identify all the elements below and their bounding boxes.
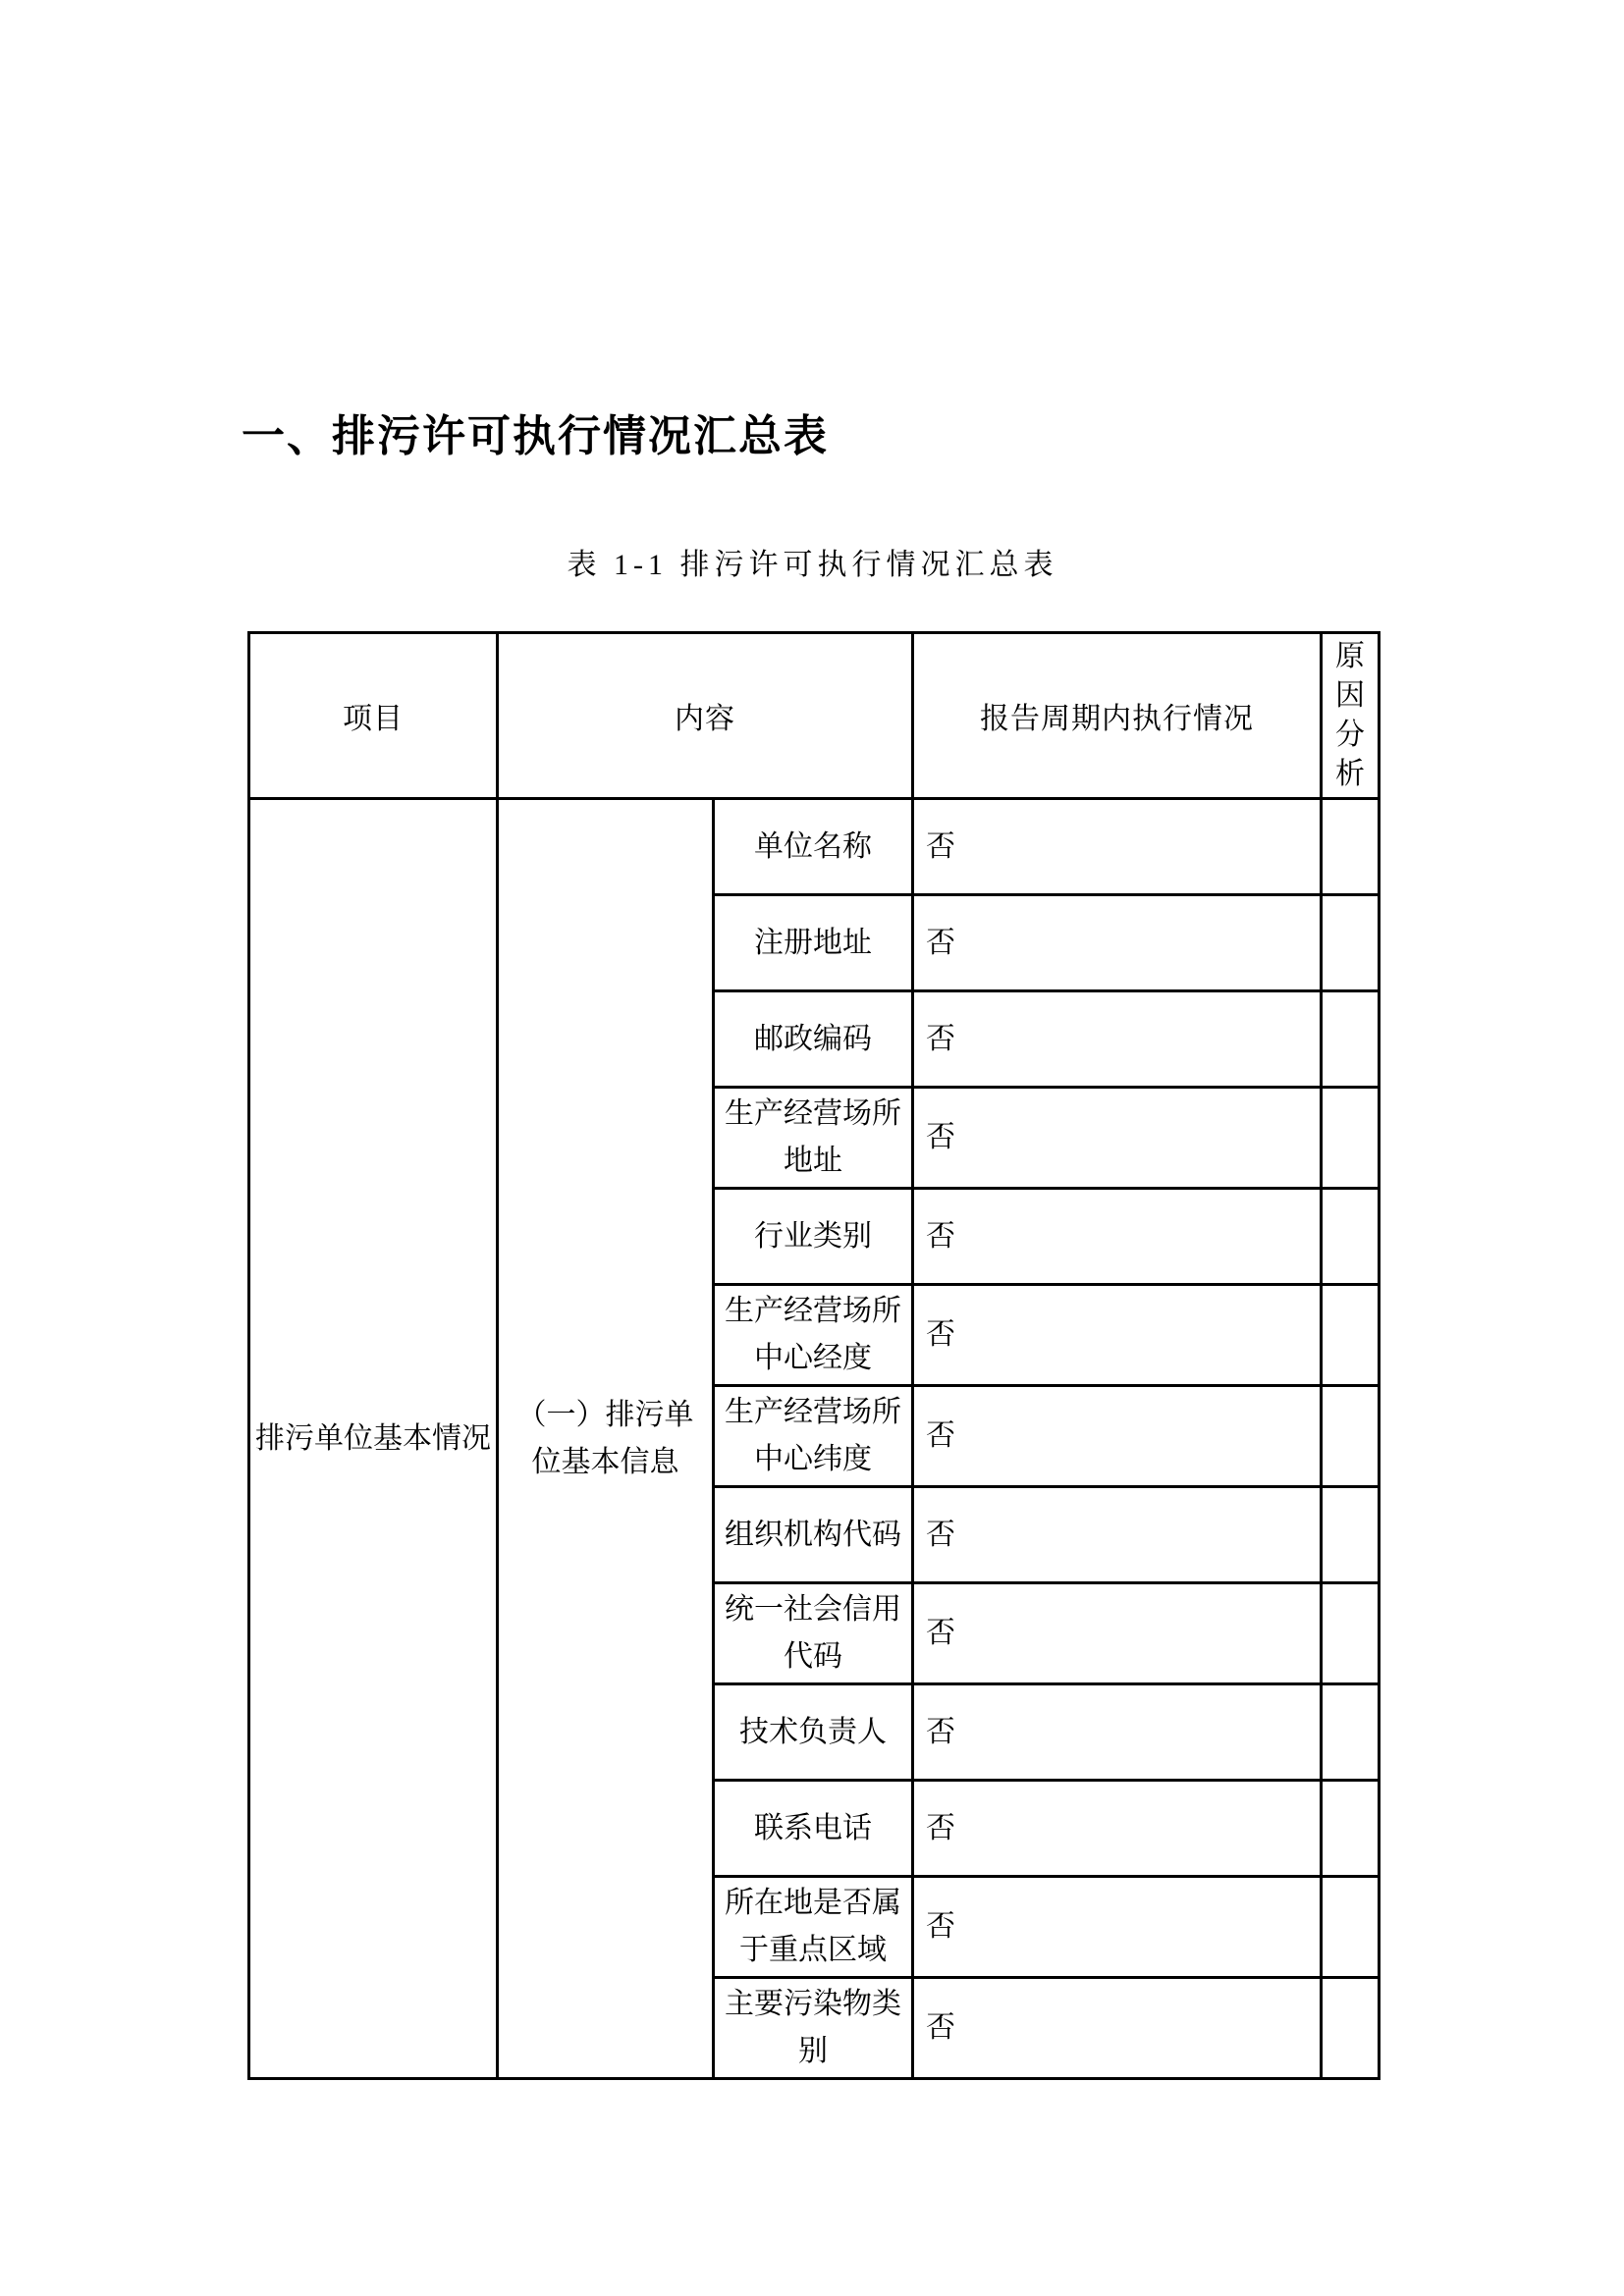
table-header-row: [249, 633, 1380, 799]
row-label: 单位名称: [714, 799, 913, 895]
reason-cell: [1322, 895, 1380, 991]
table-row: [249, 799, 1380, 895]
content-group-cell: （一）排污单位基本信息: [498, 799, 714, 2079]
row-label: 主要污染物类别: [714, 1978, 913, 2079]
row-label: 技术负责人: [714, 1684, 913, 1781]
column-header-reason-analysis: 原因分析: [1322, 633, 1380, 799]
reason-cell: [1322, 1583, 1380, 1684]
execution-value: 否: [913, 1285, 1322, 1386]
reason-cell: [1322, 1684, 1380, 1781]
section-heading: 一、排污许可执行情况汇总表: [242, 412, 829, 461]
row-label: 生产经营场所中心纬度: [714, 1386, 913, 1487]
reason-cell: [1322, 991, 1380, 1088]
reason-cell: [1322, 799, 1380, 895]
row-label: 邮政编码: [714, 991, 913, 1088]
execution-value: 否: [913, 1189, 1322, 1285]
permit-execution-summary-table: [247, 631, 1380, 2080]
reason-cell: [1322, 1189, 1380, 1285]
row-label: 联系电话: [714, 1781, 913, 1877]
reason-cell: [1322, 1088, 1380, 1189]
execution-value: 否: [913, 1583, 1322, 1684]
reason-cell: [1322, 1877, 1380, 1978]
execution-value: 否: [913, 1978, 1322, 2079]
row-label: 生产经营场所中心经度: [714, 1285, 913, 1386]
execution-value: 否: [913, 1386, 1322, 1487]
execution-value: 否: [913, 1088, 1322, 1189]
reason-cell: [1322, 1285, 1380, 1386]
execution-value: 否: [913, 799, 1322, 895]
execution-value: 否: [913, 1877, 1322, 1978]
column-header-execution: 报告周期内执行情况: [913, 633, 1322, 799]
row-label: 生产经营场所地址: [714, 1088, 913, 1189]
reason-cell: [1322, 1386, 1380, 1487]
row-label: 组织机构代码: [714, 1487, 913, 1583]
execution-value: 否: [913, 1487, 1322, 1583]
execution-value: 否: [913, 1781, 1322, 1877]
execution-value: 否: [913, 895, 1322, 991]
row-label: 行业类别: [714, 1189, 913, 1285]
column-header-item: 项目: [249, 633, 498, 799]
item-group-cell: 排污单位基本情况: [249, 799, 498, 2079]
reason-cell: [1322, 1978, 1380, 2079]
reason-cell: [1322, 1487, 1380, 1583]
row-label: 注册地址: [714, 895, 913, 991]
row-label: 统一社会信用代码: [714, 1583, 913, 1684]
row-label: 所在地是否属于重点区域: [714, 1877, 913, 1978]
table-caption: 表 1-1 排污许可执行情况汇总表: [567, 549, 1058, 581]
column-header-content: 内容: [498, 633, 913, 799]
execution-value: 否: [913, 991, 1322, 1088]
reason-cell: [1322, 1781, 1380, 1877]
execution-value: 否: [913, 1684, 1322, 1781]
